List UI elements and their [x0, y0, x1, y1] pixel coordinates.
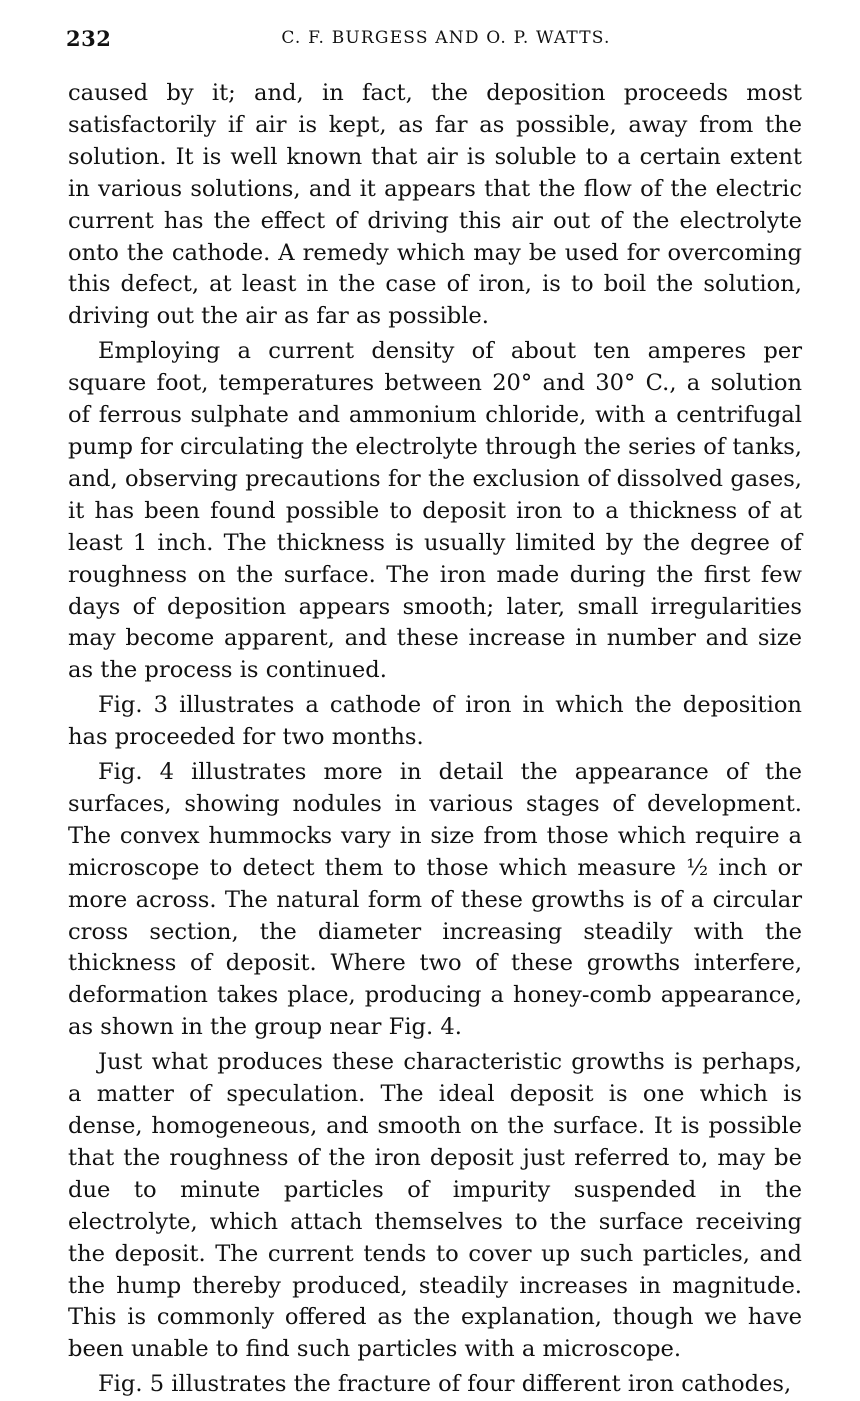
paragraph-fig-4: Fig. 4 illustrates more in detail the appearance of the surfaces, showing nodules in various stages of development. The convex hummocks vary in size from those which require a microscope to detect them to those which measure ½ inch or more across. The natural form of these growths is of a circular cross section, the diameter increasing steadily with the thickness of deposit. Where two of these growths interfere, deformation takes place, producing a honey-comb appearance, as shown in the group near Fig. 4. — [68, 759, 802, 1041]
paragraph-growths: Just what produces these characteristic growths is perhaps, a matter of speculation. The ideal deposit is one which is dense, homogeneous, and smooth on the surface. It is possible that the roughness of the iron deposit just referred to, may be due to minute particles of impurity suspended in the electrolyte, which attach themselves to the surface receiving the deposit. The current tends to cover up such particles, and the hump thereby produced, steadily increases in magnitude. This is commonly offered as the explanation, though we have been unable to find such particles with a microscope. — [68, 1049, 802, 1363]
running-head: C. F. BURGESS AND O. P. WATTS. — [281, 28, 611, 48]
page-header — [66, 26, 806, 56]
paragraph-fig-3: Fig. 3 illustrates a cathode of iron in which the deposition has proceeded for two months. — [68, 692, 802, 751]
paragraph-current-density: Employing a current density of about ten amperes per square foot, temperatures between 20° and 30° C., a solution of ferrous sulphate and ammonium chloride, with a centrifugal pump for circulating the electrolyte through the series of tanks, and, observing precautions for the exclusion of dissolved gases, it has been found possible to deposit iron to a thickness of at least 1 inch. The thickness is usually limited by the degree of roughness on the surface. The iron made during the first few days of deposition appears smooth; later, small irregularities may become apparent, and these increase in number and size as the process is continued. — [68, 338, 802, 684]
page-number: 232 — [66, 26, 112, 51]
body-text — [68, 78, 802, 1401]
paragraph-continuation: caused by it; and, in fact, the deposition proceeds most satisfactorily if air is kept, as far as possible, away from the solution. It is well known that air is soluble to a certain extent in various solutions, and it appears that the flow of the electric current has the effect of driving this air out of the electrolyte onto the cathode. A remedy which may be used for overcoming this defect, at least in the case of iron, is to boil the solution, driving out the air as far as possible. — [68, 80, 802, 330]
paragraph-fig-5: Fig. 5 illustrates the fracture of four different iron cathodes, — [98, 1371, 792, 1398]
